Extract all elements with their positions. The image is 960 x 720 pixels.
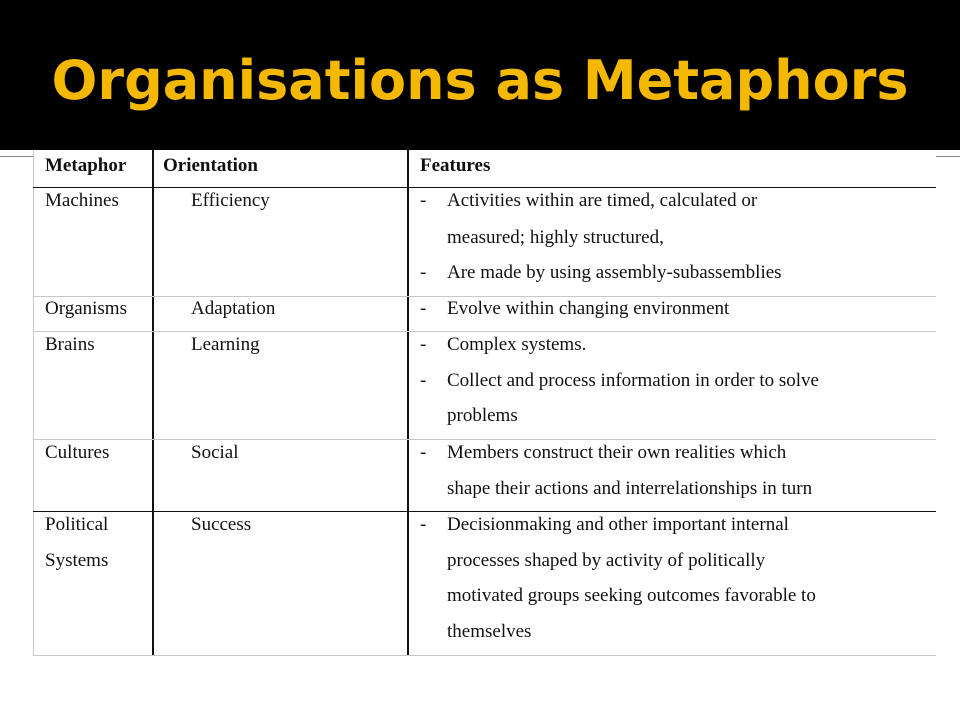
title-bar	[0, 0, 960, 150]
feature-line: Activities within are timed, calculated or	[447, 190, 758, 211]
metaphor-cell: Systems	[45, 550, 109, 571]
orientation-cell: Social	[191, 442, 239, 463]
metaphor-cell: Organisms	[45, 298, 127, 319]
feature-dash: -	[420, 514, 427, 535]
feature-line: measured; highly structured,	[447, 227, 664, 248]
metaphor-cell: Political	[45, 514, 109, 535]
table-left-border	[33, 150, 34, 656]
header-features: Features	[420, 155, 491, 176]
header-rule	[33, 187, 936, 188]
feature-dash: -	[420, 190, 427, 211]
metaphor-cell: Brains	[45, 334, 95, 355]
column-divider-2	[407, 150, 409, 656]
header-orientation: Orientation	[163, 155, 258, 176]
row-divider	[33, 331, 936, 332]
slide-title: Organisations as Metaphors	[51, 49, 909, 112]
header-metaphor: Metaphor	[45, 155, 127, 176]
feature-line: processes shaped by activity of politically	[447, 550, 766, 571]
feature-line: shape their actions and interrelationships in turn	[447, 478, 813, 499]
metaphors-table	[33, 150, 936, 656]
orientation-cell: Efficiency	[191, 190, 270, 211]
feature-line: Complex systems.	[447, 334, 587, 355]
feature-line: Evolve within changing environment	[447, 298, 730, 319]
row-divider	[33, 439, 936, 440]
row-divider	[33, 296, 936, 297]
metaphor-cell: Cultures	[45, 442, 110, 463]
feature-line: Decisionmaking and other important internal	[447, 514, 789, 535]
feature-dash: -	[420, 334, 427, 355]
feature-line: Members construct their own realities which	[447, 442, 787, 463]
table-bottom-border	[33, 655, 936, 656]
feature-dash: -	[420, 370, 427, 391]
feature-line: motivated groups seeking outcomes favorable to	[447, 585, 816, 606]
feature-dash: -	[420, 298, 427, 319]
metaphor-cell: Machines	[45, 190, 119, 211]
feature-line: Collect and process information in order to solve	[447, 370, 819, 391]
row-divider	[33, 511, 936, 512]
right-edge-rule	[936, 156, 960, 157]
left-edge-rule	[0, 156, 33, 157]
orientation-cell: Adaptation	[191, 298, 276, 319]
column-divider-1	[152, 150, 154, 656]
feature-line: Are made by using assembly-subassemblies	[447, 262, 782, 283]
feature-dash: -	[420, 262, 427, 283]
feature-line: problems	[447, 405, 518, 426]
feature-dash: -	[420, 442, 427, 463]
orientation-cell: Success	[191, 514, 252, 535]
feature-line: themselves	[447, 621, 532, 642]
orientation-cell: Learning	[191, 334, 260, 355]
